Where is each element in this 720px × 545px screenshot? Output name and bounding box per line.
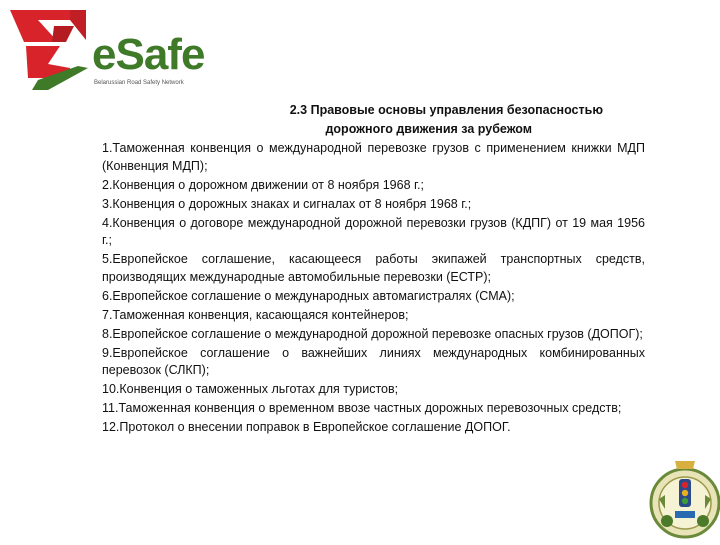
brand-tagline: Belarussian Road Safety Network — [94, 80, 184, 86]
brand-name: eSafe — [92, 30, 205, 79]
list-item: 1.Таможенная конвенция о международной перевозке грузов с применением книжки МДП (Конвенция МДП); — [102, 141, 645, 173]
esafe-logo-icon — [8, 6, 98, 96]
list-item: 8.Европейское соглашение о международной дорожной перевозке опасных грузов (ДОПОГ); — [102, 326, 643, 341]
traffic-light-emblem-icon — [645, 455, 720, 540]
list-item: 2.Конвенция о дорожном движении от 8 ноября 1968 г.; — [102, 177, 424, 192]
list-item: 4.Конвенция о договоре международной дорожной перевозки грузов (КДПГ) от 19 мая 1956 г.; — [102, 215, 645, 247]
conventions-list — [102, 140, 645, 438]
list-item: 10.Конвенция о таможенных льготах для туристов; — [102, 382, 399, 396]
list-item: 11.Таможенная конвенция о временном ввозе частных дорожных перевозочных средств; — [102, 401, 622, 415]
list-item: 3.Конвенция о дорожных знаках и сигналах от 8 ноября 1968 г.; — [102, 196, 472, 211]
list-item: 12.Протокол о внесении поправок в Европейское соглашение ДОПОГ. — [102, 420, 511, 434]
esafe-logo — [8, 6, 213, 96]
list-item: 6.Европейское соглашение о международных автомагистралях (СМА); — [102, 288, 515, 303]
list-item: 5.Европейское соглашение, касающееся работы экипажей транспортных средств, производящих международные автомобильные перевозки (ЕСТР); — [102, 252, 645, 284]
heading-line-1: 2.3 Правовые основы управления безопасностью — [289, 103, 603, 117]
heading-line-2: дорожного движения за рубежом — [325, 122, 532, 136]
list-item: 7.Таможенная конвенция, касающаяся контейнеров; — [102, 307, 409, 322]
list-item: 9.Европейское соглашение о важнейших линиях международных комбинированных перевозок (СЛКП); — [102, 345, 645, 377]
